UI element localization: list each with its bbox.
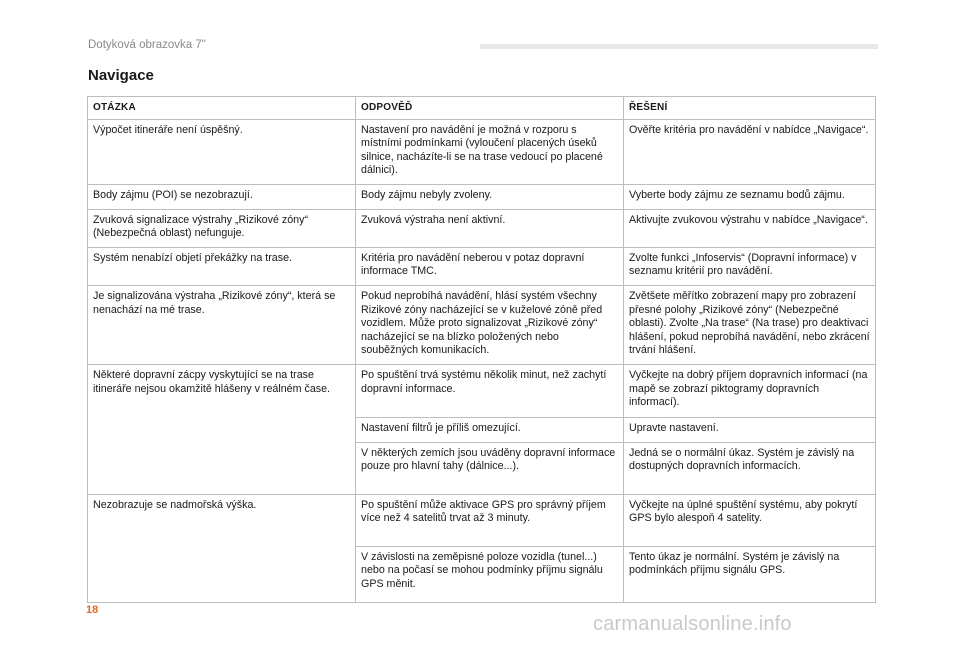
- page-title: Navigace: [88, 67, 154, 84]
- answer-cell: V některých zemích jsou uváděny dopravní informace pouze pro hlavní tahy (dálnice...).: [356, 442, 624, 494]
- solution-cell: Ověřte kritéria pro navádění v nabídce „Navigace“.: [624, 119, 876, 184]
- table-row: [88, 209, 876, 247]
- question-cell: Výpočet itineráře není úspěšný.: [88, 119, 356, 184]
- solution-cell: Upravte nastavení.: [624, 417, 876, 442]
- solution-cell: Zvolte funkci „Infoservis“ (Dopravní informace) v seznamu kritérií pro navádění.: [624, 247, 876, 285]
- watermark: carmanualsonline.info: [593, 613, 792, 635]
- table-row: [88, 247, 876, 285]
- table-header-row: [88, 97, 876, 120]
- header-divider: [480, 44, 878, 49]
- column-header-question: OTÁZKA: [88, 97, 356, 120]
- answer-cell: Zvuková výstraha není aktivní.: [356, 209, 624, 247]
- page-number: 18: [86, 604, 99, 616]
- answer-cell: Body zájmu nebyly zvoleny.: [356, 184, 624, 209]
- column-header-answer: ODPOVĚĎ: [356, 97, 624, 120]
- table-row: [88, 494, 876, 546]
- question-cell: Nezobrazuje se nadmořská výška.: [88, 494, 356, 602]
- question-cell: Je signalizována výstraha „Rizikové zóny“, která se nenachází na mé trase.: [88, 285, 356, 364]
- answer-cell: Po spuštění může aktivace GPS pro správný příjem více než 4 satelitů trvat až 3 minuty.: [356, 494, 624, 546]
- answer-cell: Nastavení pro navádění je možná v rozporu s místními podmínkami (vyloučení placených úseků silnice, nacházíte-li se na trase vedoucí po placené dálnici).: [356, 119, 624, 184]
- question-cell: Zvuková signalizace výstrahy „Rizikové zóny“ (Nebezpečná oblast) nefunguje.: [88, 209, 356, 247]
- answer-cell: Pokud neprobíhá navádění, hlásí systém všechny Rizikové zóny nacházející se v kuželové zóně před vozidlem. Může proto signalizovat „Rizikové zóny“ nacházející se na blízko položených nebo souběžných komunikacích.: [356, 285, 624, 364]
- column-header-solution: ŘEŠENÍ: [624, 97, 876, 120]
- answer-cell: Po spuštění trvá systému několik minut, než zachytí dopravní informace.: [356, 364, 624, 417]
- faq-table: [87, 96, 876, 603]
- answer-cell: V závislosti na zeměpisné poloze vozidla (tunel...) nebo na počasí se mohou podmínky příjmu signálu GPS měnit.: [356, 546, 624, 602]
- solution-cell: Tento úkaz je normální. Systém je závislý na podmínkách příjmu signálu GPS.: [624, 546, 876, 602]
- question-cell: Systém nenabízí objetí překážky na trase.: [88, 247, 356, 285]
- question-cell: Některé dopravní zácpy vyskytující se na trase itineráře nejsou okamžitě hlášeny v reálném čase.: [88, 364, 356, 494]
- solution-cell: Vyčkejte na dobrý příjem dopravních informací (na mapě se zobrazí piktogramy dopravních informací).: [624, 364, 876, 417]
- section-label: Dotyková obrazovka 7": [88, 39, 206, 51]
- solution-cell: Zvětšete měřítko zobrazení mapy pro zobrazení přesné polohy „Rizikové zóny“ (Nebezpečné oblasti). Zvolte „Na trase“ (Na trase) pro deaktivaci hlášení, pokud neprobíhá navádění, nebo zkrácení trvání hlášení.: [624, 285, 876, 364]
- table-row: [88, 285, 876, 364]
- answer-cell: Nastavení filtrů je příliš omezující.: [356, 417, 624, 442]
- solution-cell: Jedná se o normální úkaz. Systém je závislý na dostupných dopravních informacích.: [624, 442, 876, 494]
- solution-cell: Aktivujte zvukovou výstrahu v nabídce „Navigace“.: [624, 209, 876, 247]
- solution-cell: Vyčkejte na úplné spuštění systému, aby pokrytí GPS bylo alespoň 4 satelity.: [624, 494, 876, 546]
- table-row: [88, 184, 876, 209]
- solution-cell: Vyberte body zájmu ze seznamu bodů zájmu.: [624, 184, 876, 209]
- table-row: [88, 119, 876, 184]
- table-row: [88, 364, 876, 417]
- answer-cell: Kritéria pro navádění neberou v potaz dopravní informace TMC.: [356, 247, 624, 285]
- question-cell: Body zájmu (POI) se nezobrazují.: [88, 184, 356, 209]
